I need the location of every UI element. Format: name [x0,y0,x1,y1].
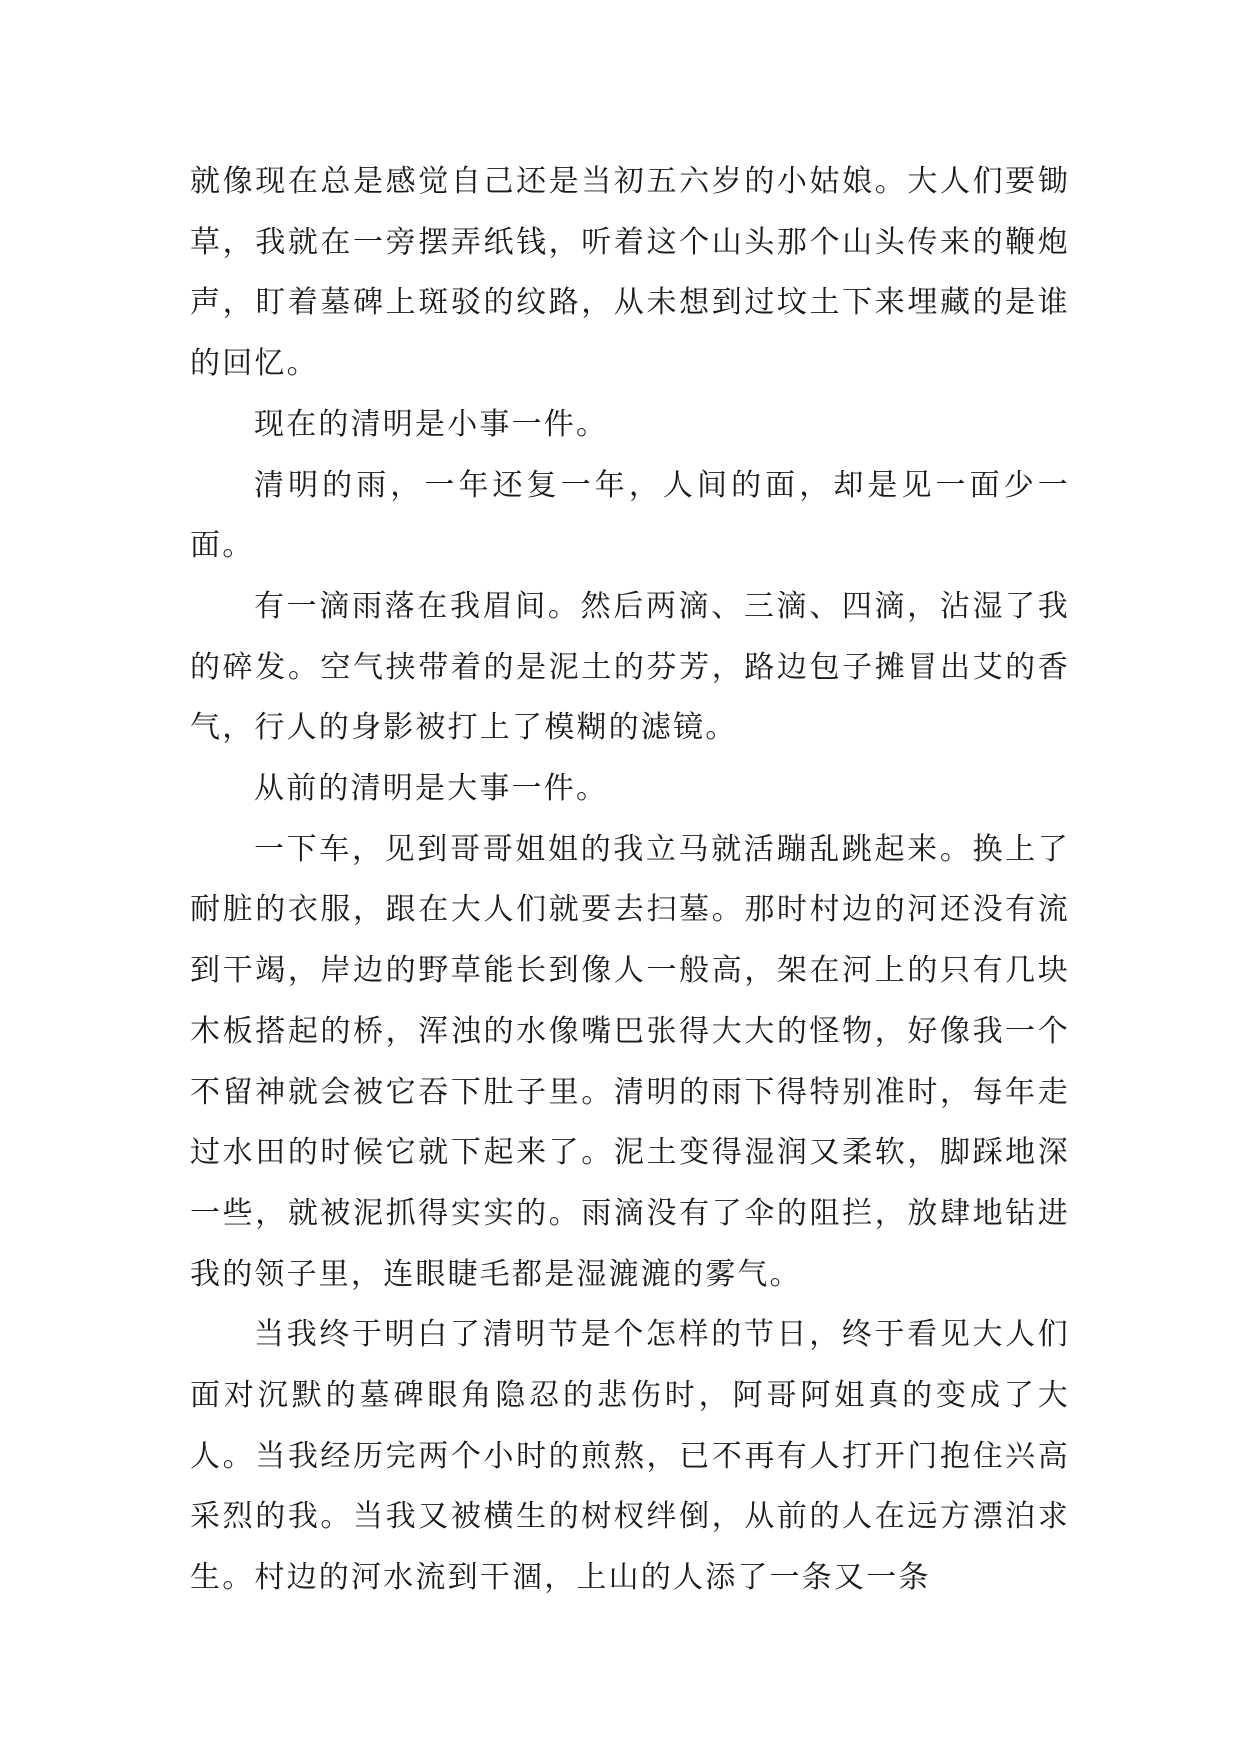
paragraph-6: 一下车，见到哥哥姐姐的我立马就活蹦乱跳起来。换上了耐脏的衣服，跟在大人们就要去扫墓。那时村边的河还没有流到干竭，岸边的野草能长到像人一般高，架在河上的只有几块木板搭起的桥，浑浊的水像嘴巴张得大大的怪物，好像我一个不留神就会被它吞下肚子里。清明的雨下得特别准时，每年走过水田的时候它就下起来了。泥土变得湿润又柔软，脚踩地深一些，就被泥抓得实实的。雨滴没有了伞的阻拦，放肆地钻进我的领子里，连眼睫毛都是湿漉漉的雾气。 [190,831,1070,1292]
paragraph-2: 现在的清明是小事一件。 [254,406,609,442]
paragraph-5: 从前的清明是大事一件。 [254,771,609,807]
paragraph-7: 当我终于明白了清明节是个怎样的节日，终于看见大人们面对沉默的墓碑眼角隐忍的悲伤时，阿哥阿姐真的变成了大人。当我经历完两个小时的煎熬，已不再有人打开门抱住兴高采烈的我。当我又被横生的树杈绊倒，从前的人在远方漂泊求生。村边的河水流到干涸，上山的人添了一条又一条 [190,1317,1070,1596]
paragraph-3: 清明的雨，一年还复一年，人间的面，却是见一面少一面。 [190,467,1070,564]
paragraph-1: 就像现在总是感觉自己还是当初五六岁的小姑娘。大人们要锄草，我就在一旁摆弄纸钱，听着这个山头那个山头传来的鞭炮声，盯着墓碑上斑驳的纹路，从未想到过坟土下来埋藏的是谁的回忆。 [190,164,1070,382]
essay-body [190,152,1070,1609]
paragraph-4: 有一滴雨落在我眉间。然后两滴、三滴、四滴，沾湿了我的碎发。空气挟带着的是泥土的芬芳，路边包子摊冒出艾的香气，行人的身影被打上了模糊的滤镜。 [190,588,1070,746]
